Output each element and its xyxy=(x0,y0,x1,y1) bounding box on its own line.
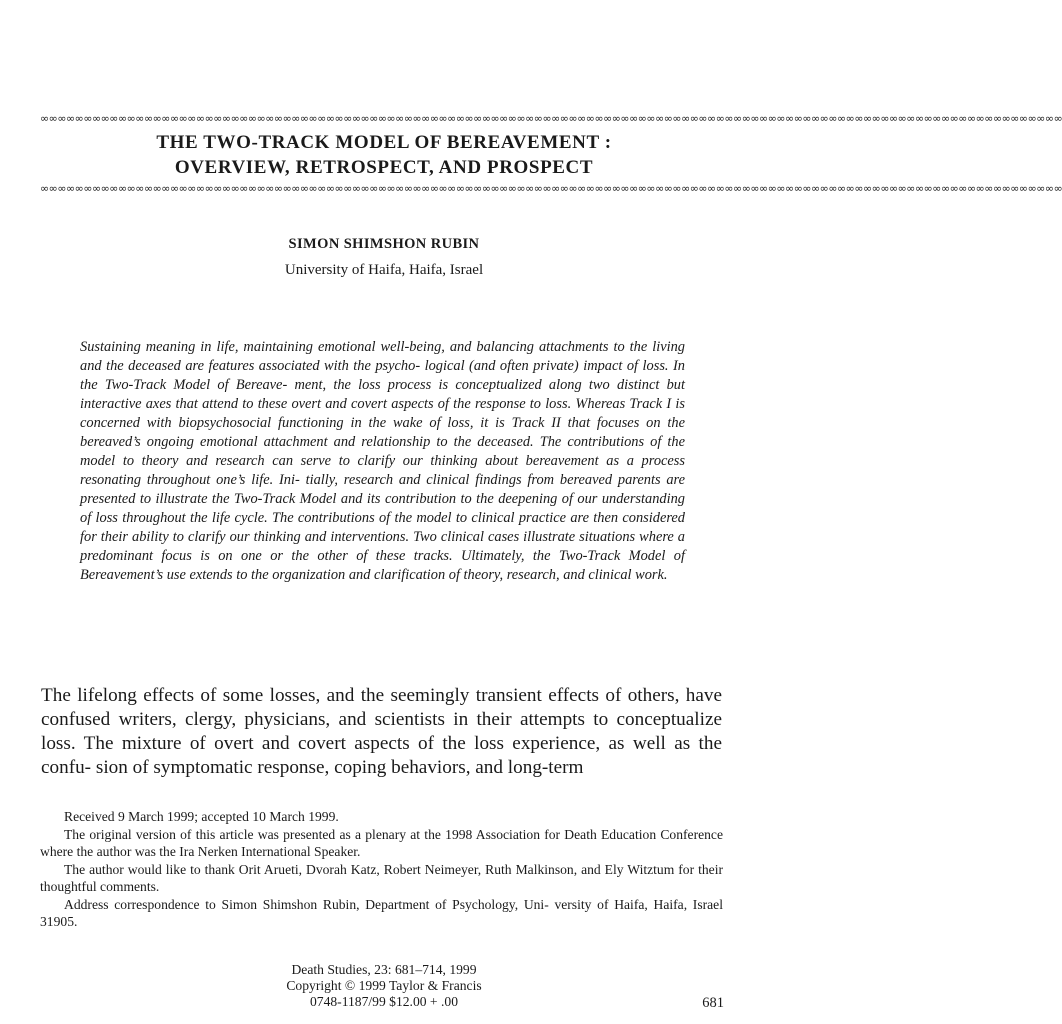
author-affiliation: University of Haifa, Haifa, Israel xyxy=(284,262,484,278)
footnotes xyxy=(40,808,723,931)
top-ornament-rule: ∞∞∞∞∞∞∞∞∞∞∞∞∞∞∞∞∞∞∞∞∞∞∞∞∞∞∞∞∞∞∞∞∞∞∞∞∞∞∞∞∞∞∞∞∞∞∞∞∞∞∞∞∞∞∞∞∞∞∞∞∞∞∞∞∞∞∞∞∞∞∞∞∞∞∞∞∞∞∞∞∞∞∞∞∞∞∞∞∞∞∞∞∞∞∞∞∞∞∞∞∞∞∞∞∞∞∞∞∞∞∞∞∞∞∞∞∞∞ xyxy=(40,112,1062,125)
journal-issn: 0748-1187/99 $12.00 + .00 xyxy=(309,994,458,1009)
bottom-ornament-rule: ∞∞∞∞∞∞∞∞∞∞∞∞∞∞∞∞∞∞∞∞∞∞∞∞∞∞∞∞∞∞∞∞∞∞∞∞∞∞∞∞∞∞∞∞∞∞∞∞∞∞∞∞∞∞∞∞∞∞∞∞∞∞∞∞∞∞∞∞∞∞∞∞∞∞∞∞∞∞∞∞∞∞∞∞∞∞∞∞∞∞∞∞∞∞∞∞∞∞∞∞∞∞∞∞∞∞∞∞∞∞∞∞∞∞∞∞∞∞ xyxy=(40,182,1062,195)
body-paragraph: The lifelong effects of some losses, and the seemingly transient effects of others, have confused writers, clergy, physicians, and scientists in their attempts to conceptualize loss. The mixture of overt and covert aspects of the loss experience, as well as the confu- sion of symptomatic response, coping behaviors, and long-term xyxy=(41,685,722,778)
footnote-received: Received 9 March 1999; accepted 10 March 1999. xyxy=(64,809,339,824)
author-name: SIMON SHIMSHON RUBIN xyxy=(288,236,480,252)
abstract: Sustaining meaning in life, maintaining emotional well-being, and balancing attachments to the living and the deceased are features associated with the psycho- logical (and often private) impact of loss. In the Two-Track Model of Bereave- ment, the loss process is conceptualized along two distinct but interactive axes that attend to these overt and covert aspects of the response to loss. Whereas Track I is concerned with biopsychosocial functioning in the wake of loss, it is Track II that focuses on the bereaved’s ongoing emotional attachment and relationship to the deceased. The contributions of the model to theory and research can serve to clarify our thinking about bereavement as a process resonating throughout one’s life. Ini- tially, research and clinical findings from bereaved parents are presented to illustrate the Two-Track Model and its contribution to the deepening of our understanding of loss throughout the life cycle. The contributions of the model to clinical practice are then considered for their ability to clarify our thinking and interventions. Two clinical cases illustrate situations where a predominant focus is on one or the other of these tracks. Ultimately, the Two-Track Model of Bereavement’s use extends to the organization and clarification of theory, research, and clinical work. xyxy=(80,339,685,583)
footnote-original-version: The original version of this article was presented as a plenary at the 1998 Association for Death Education Conference where the author was the Ira Nerken International Speaker. xyxy=(40,826,723,859)
article-title-line-2: OVERVIEW, RETROSPECT, AND PROSPECT xyxy=(174,157,594,178)
journal-copyright: Copyright © 1999 Taylor & Francis xyxy=(286,978,482,993)
journal-info xyxy=(184,962,584,1010)
journal-citation: Death Studies, 23: 681–714, 1999 xyxy=(291,962,477,977)
footnote-correspondence: Address correspondence to Simon Shimshon Rubin, Department of Psychology, Uni- versity of Haifa, Haifa, Israel 31905. xyxy=(40,896,723,929)
page-number: 681 xyxy=(702,995,724,1011)
article-title-line-1: THE TWO-TRACK MODEL OF BEREAVEMENT : xyxy=(156,132,612,153)
footnote-acknowledgements: The author would like to thank Orit Arueti, Dvorah Katz, Robert Neimeyer, Ruth Malkinson, and Ely Witztum for their thoughtful comments. xyxy=(40,861,723,894)
